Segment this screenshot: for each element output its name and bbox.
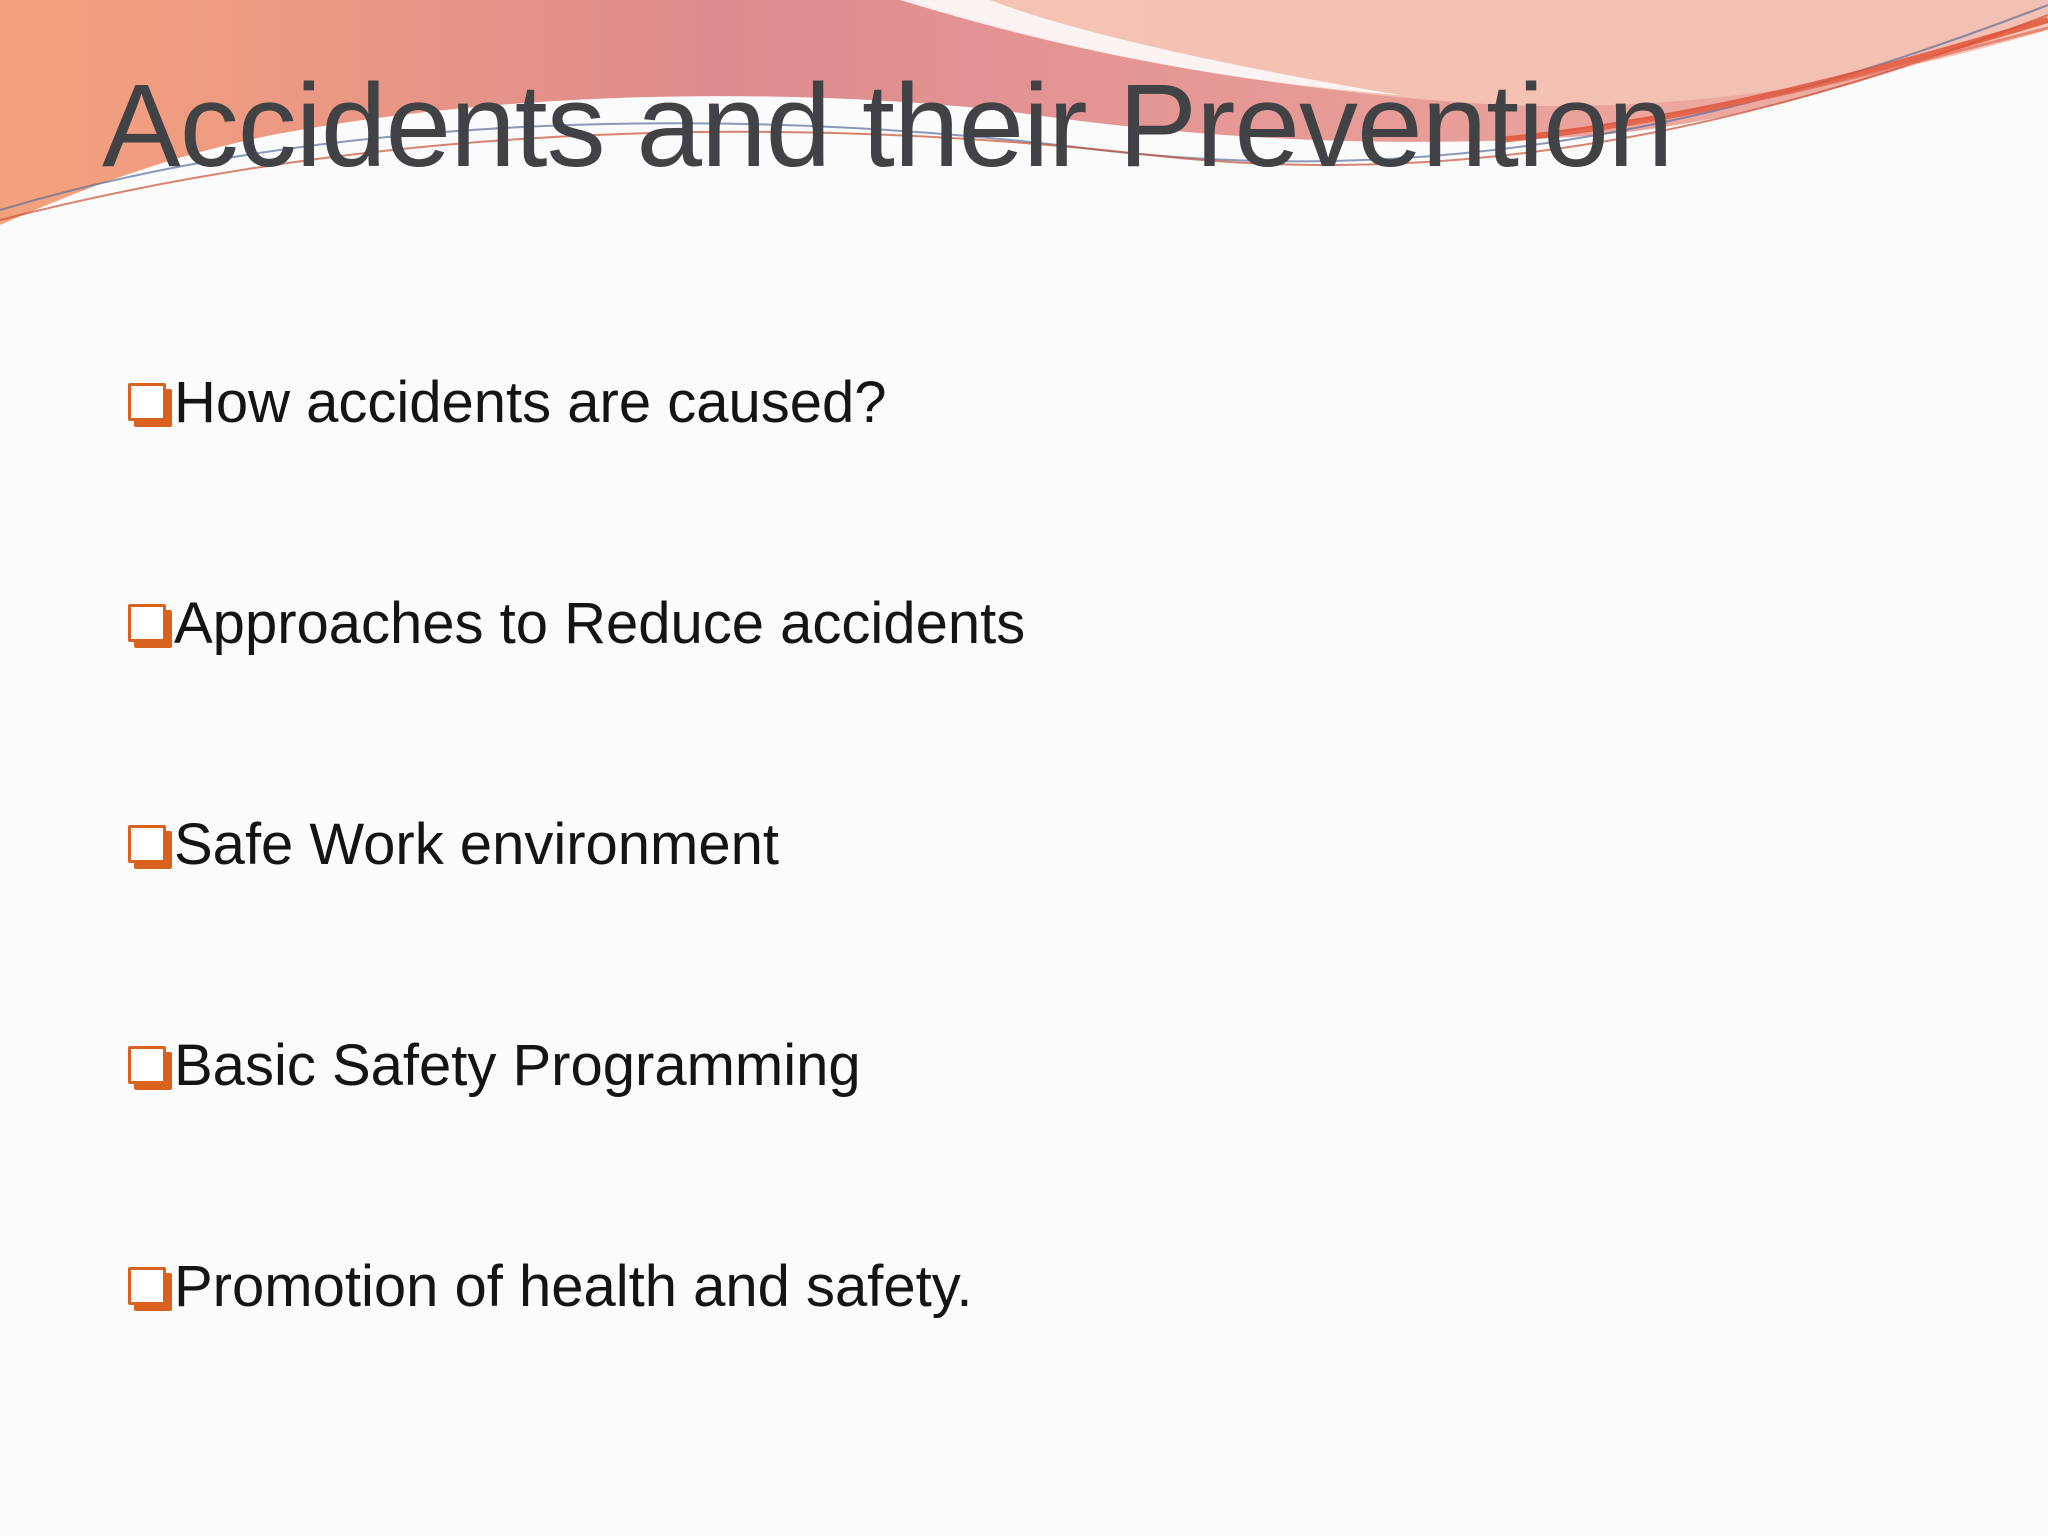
bullet-text: Approaches to Reduce accidents [174,590,1026,656]
bullet-item [128,1025,1025,1105]
checkbox-bullet-icon [128,825,166,863]
bullet-list [128,362,1025,1467]
bullet-text: How accidents are caused? [174,369,887,435]
bullet-item [128,804,1025,884]
bullet-text: Basic Safety Programming [174,1032,861,1098]
bullet-text: Promotion of health and safety. [174,1253,973,1319]
bullet-item [128,362,1025,442]
bullet-item [128,1246,1025,1326]
checkbox-bullet-icon [128,604,166,642]
bullet-text: Safe Work environment [174,811,779,877]
slide-title: Accidents and their Prevention [102,60,1673,192]
checkbox-bullet-icon [128,383,166,421]
checkbox-bullet-icon [128,1267,166,1305]
checkbox-bullet-icon [128,1046,166,1084]
bullet-item [128,583,1025,663]
